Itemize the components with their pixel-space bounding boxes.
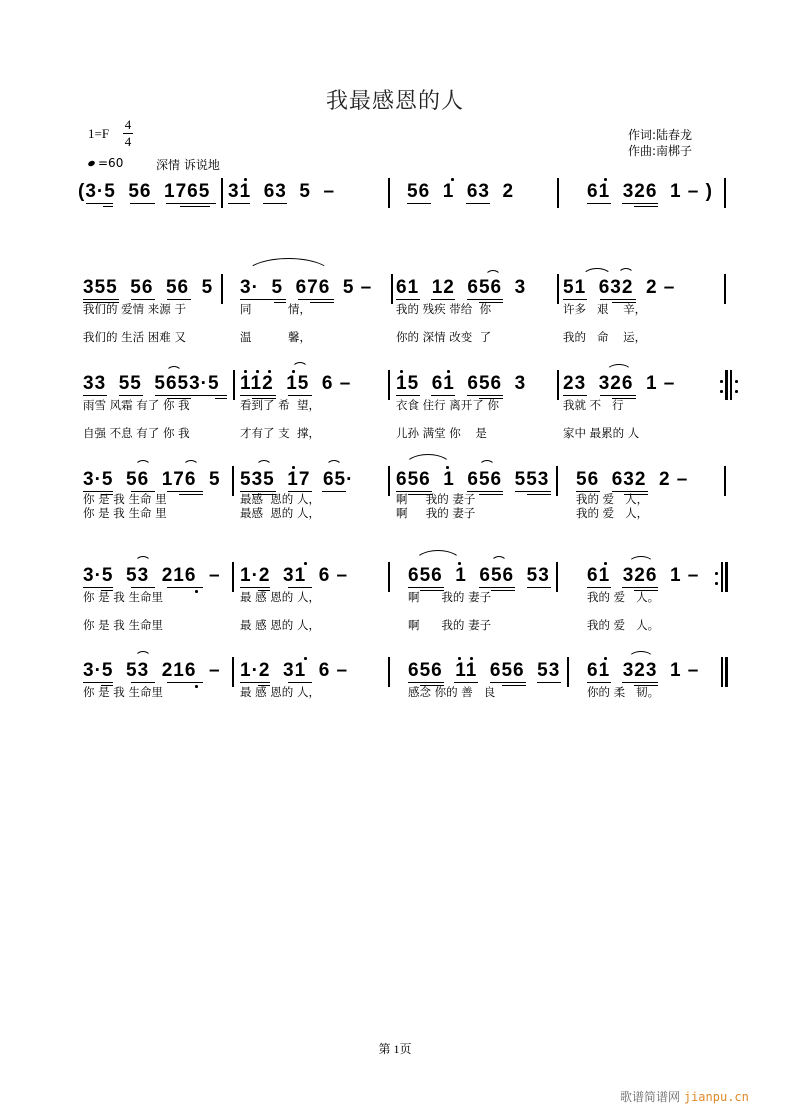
measure-13: 3·5 56 176 5 [83, 469, 221, 490]
underline [634, 206, 658, 207]
score-title: 我最感恩的人 [325, 89, 464, 114]
slur [485, 270, 501, 277]
slur [479, 460, 495, 467]
underline [167, 587, 203, 588]
lyric-1-1: 你 是 我 生命 里 [83, 492, 167, 506]
lyric-1-2: 最 感 恩的 人， [240, 590, 320, 604]
measure-10: 112 15 6 – [240, 373, 352, 394]
underline [479, 494, 503, 495]
lyric-1-2: 最 感 恩的 人， [240, 685, 320, 699]
underline [587, 587, 611, 588]
measure-14: 535 17 65· [240, 469, 354, 490]
barline [556, 562, 558, 592]
slur [135, 460, 151, 467]
underline [527, 587, 551, 588]
underline [431, 395, 455, 396]
high-dot [451, 178, 454, 181]
lyric-1-1: 你 是 我 生命里 [83, 590, 163, 604]
lyric-2-4: 我的 命 运， [563, 330, 647, 344]
measure-22: 1·2 31 6 – [240, 660, 349, 681]
barline [232, 562, 234, 592]
high-dot [304, 657, 307, 660]
lyric-1-2: 同 情， [240, 302, 312, 316]
lyricist: 作词:陆春龙 [628, 128, 693, 142]
credits [628, 127, 692, 159]
expression-marking: 深情 诉说地 [156, 158, 220, 172]
underline [86, 203, 113, 204]
high-dot [604, 657, 607, 660]
underline [130, 203, 155, 204]
measure-8: 51 632 2 – [563, 277, 676, 298]
slur [135, 651, 151, 658]
slur [245, 258, 332, 275]
underline [600, 299, 636, 300]
lyric-2-2: 最感 恩的 人， [240, 506, 320, 520]
barline [557, 178, 559, 208]
measure-2: 31 63 5 – [228, 181, 336, 202]
underline [563, 299, 587, 300]
underline [454, 682, 478, 683]
measure-21: 3·5 53 216 – [83, 660, 221, 681]
barline [724, 274, 726, 304]
slur [628, 556, 654, 564]
measure-18: 1·2 31 6 – [240, 565, 349, 586]
barline [388, 657, 390, 687]
measure-23: 656 11 656 53 [408, 660, 561, 681]
underline [83, 395, 107, 396]
underline [288, 587, 312, 588]
slur [326, 460, 342, 467]
measure-11: 15 61 656 3 [396, 373, 527, 394]
barline [391, 274, 393, 304]
lyric-1-1: 雨雪 风霜 有了 你 我 [83, 398, 190, 412]
time-top: 4 [124, 117, 132, 132]
underline [228, 203, 250, 204]
low-dot [195, 685, 198, 688]
underline [408, 682, 444, 683]
underline [322, 491, 346, 492]
high-dot [244, 370, 247, 373]
measure-9: 33 55 5653·5 [83, 373, 220, 394]
underline [263, 203, 287, 204]
underline [587, 203, 611, 204]
lyric-2-2: 才有了 支 撑， [240, 426, 320, 440]
underline [490, 682, 526, 683]
underline [310, 302, 334, 303]
underline [103, 206, 113, 207]
barline [556, 466, 558, 496]
underline [240, 299, 286, 300]
slur [166, 366, 182, 373]
underline [407, 203, 431, 204]
underline [83, 587, 113, 588]
repeat-dot [720, 380, 723, 383]
slur [618, 268, 634, 275]
underline [179, 494, 203, 495]
underline [166, 203, 216, 204]
repeat-dot [720, 390, 723, 393]
high-dot [304, 562, 307, 565]
underline [240, 682, 270, 683]
tempo-marking [88, 156, 123, 170]
measure-5: 355 56 56 5 [83, 277, 214, 298]
lyric-2-3: 儿孙 满堂 你 是 [396, 426, 487, 440]
lyric-1-2: 最感 恩的 人， [240, 492, 320, 506]
slur [414, 550, 462, 563]
underline [298, 299, 334, 300]
watermark-brand: jianpu.cn [683, 1090, 749, 1104]
high-dot [292, 370, 295, 373]
high-dot [292, 466, 295, 469]
underline [527, 494, 551, 495]
barline [388, 466, 390, 496]
underline [622, 682, 658, 683]
slur [628, 651, 654, 659]
underline [408, 587, 444, 588]
slur [183, 460, 199, 467]
lyric-1-3: 我的 残疾 带给 你 [396, 302, 492, 316]
lyric-2-4: 我的 爱 人。 [587, 618, 660, 632]
watermark [620, 1088, 749, 1105]
slur [292, 362, 308, 369]
high-dot [470, 657, 473, 660]
underline [515, 491, 551, 492]
lyric-1-4: 我的 爱 人。 [587, 590, 660, 604]
slur [135, 556, 151, 563]
underline [119, 395, 143, 396]
lyric-1-3: 啊 我的 妻子 [396, 492, 476, 506]
watermark-text: 歌谱简谱网 [620, 1090, 681, 1104]
underline [288, 682, 312, 683]
lyric-2-1: 我们的 生活 困难 又 [83, 330, 186, 344]
lyric-1-4: 许多 艰 辛， [563, 302, 647, 316]
barline [221, 274, 223, 304]
lyric-2-3: 啊 我的 妻子 [396, 506, 476, 520]
underline [563, 395, 587, 396]
high-dot [256, 370, 259, 373]
underline [131, 682, 155, 683]
underline [396, 299, 420, 300]
slur [256, 460, 272, 467]
lyric-2-4: 家中 最累的 人 [563, 426, 640, 440]
lyric-2-3: 啊 我的 妻子 [408, 618, 492, 632]
page-number: 第 1页 [378, 1042, 412, 1056]
barline [724, 178, 726, 208]
repeat-barline [721, 562, 723, 592]
tempo-value: =60 [98, 156, 124, 170]
repeat-dot [735, 390, 738, 393]
measure-24: 61 323 1 – [587, 660, 700, 681]
repeat-barline [730, 370, 732, 400]
underline [587, 682, 611, 683]
measure-20: 61 326 1 – [587, 565, 700, 586]
lyric-2-1: 自强 不息 有了 你 我 [83, 426, 190, 440]
underline [167, 682, 203, 683]
underline [622, 203, 658, 204]
slur [491, 556, 507, 563]
barline [233, 370, 235, 400]
key-signature: 1=F [88, 126, 110, 141]
quarter-note-icon [87, 160, 95, 167]
underline [467, 299, 503, 300]
underline [600, 395, 636, 396]
barline [567, 657, 569, 687]
lyric-2-1: 你 是 我 生命 里 [83, 506, 167, 520]
underline [240, 395, 276, 396]
barline [388, 562, 390, 592]
barline [388, 178, 390, 208]
time-bottom: 4 [124, 134, 132, 149]
final-barline [721, 657, 723, 687]
barline [221, 178, 223, 208]
repeat-dot [715, 582, 718, 585]
high-dot [400, 370, 403, 373]
underline [240, 587, 270, 588]
barline [724, 466, 726, 496]
high-dot [244, 178, 247, 181]
barline [232, 657, 234, 687]
lyric-1-4: 我就 不 行 [563, 398, 624, 412]
repeat-dot [735, 380, 738, 383]
final-barline-thick [725, 657, 728, 687]
underline [537, 682, 561, 683]
measure-3: 56 1 63 2 [407, 181, 515, 202]
high-dot [268, 370, 271, 373]
measure-1: (3·5 56 1765 [78, 181, 211, 202]
repeat-barline-thick [725, 370, 728, 400]
measure-17: 3·5 53 216 – [83, 565, 221, 586]
time-signature [123, 117, 133, 150]
underline [479, 587, 515, 588]
underline [467, 395, 503, 396]
lyric-1-2: 看到了 希 望， [240, 398, 320, 412]
measure-4: 61 326 1 – ) [587, 181, 713, 202]
underline [180, 206, 210, 207]
measure-15: 656 1 656 553 [396, 469, 550, 490]
high-dot [458, 657, 461, 660]
measure-19: 656 1 656 53 [408, 565, 550, 586]
barline [557, 274, 559, 304]
lyric-2-1: 你 是 我 生命里 [83, 618, 163, 632]
underline [131, 299, 155, 300]
underline [215, 398, 227, 399]
low-dot [195, 590, 198, 593]
lyric-1-4: 我的 爱 人， [576, 492, 649, 506]
measure-7: 61 12 656 3 [396, 277, 527, 298]
underline [167, 491, 203, 492]
high-dot [447, 370, 450, 373]
lyric-2-3: 你的 深情 改变 了 [396, 330, 492, 344]
barline [388, 370, 390, 400]
lyric-1-3: 感念 你的 善 良 [408, 685, 496, 699]
underline [288, 395, 312, 396]
underline [396, 395, 420, 396]
lyric-1-3: 衣食 住行 离开了 你 [396, 398, 499, 412]
underline [622, 587, 658, 588]
lyric-1-1: 我们的 爱情 来源 于 [83, 302, 186, 316]
repeat-barline-thick [725, 562, 728, 592]
underline [491, 590, 515, 591]
measure-6: 3· 5 676 5 – [240, 277, 373, 298]
high-dot [604, 178, 607, 181]
underline [466, 203, 490, 204]
slur [606, 364, 632, 372]
lyric-1-1: 你 是 我 生命里 [83, 685, 163, 699]
barline [557, 370, 559, 400]
underline [431, 299, 455, 300]
slur [582, 268, 612, 277]
high-dot [604, 562, 607, 565]
underline [155, 395, 227, 396]
measure-16: 56 632 2 – [576, 469, 689, 490]
underline [167, 299, 191, 300]
lyric-2-2: 最 感 恩的 人， [240, 618, 320, 632]
underline [131, 587, 155, 588]
lyric-2-4: 我的 爱 人， [576, 506, 649, 520]
repeat-dot [715, 572, 718, 575]
underline [83, 682, 113, 683]
lyric-1-3: 啊 我的 妻子 [408, 590, 492, 604]
underline [502, 685, 526, 686]
slur [404, 454, 452, 467]
barline [232, 466, 234, 496]
lyric-1-4: 你的 柔 韧。 [587, 685, 660, 699]
composer: 作曲:南梆子 [628, 144, 693, 158]
underline [83, 299, 119, 300]
measure-12: 23 326 1 – [563, 373, 676, 394]
lyric-2-2: 温 馨， [240, 330, 312, 344]
